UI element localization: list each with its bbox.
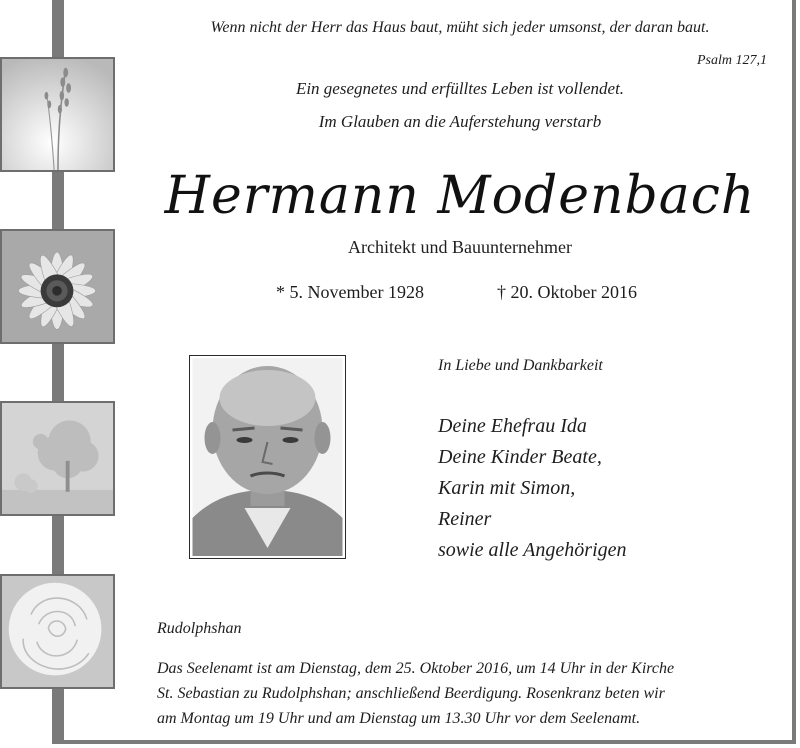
mourner-line: Karin mit Simon,: [438, 477, 576, 499]
mourner-line: Reiner: [438, 508, 492, 530]
portrait-photo: [189, 355, 346, 559]
mourners-intro: In Liebe und Dankbarkeit: [438, 357, 603, 374]
rose-photo: [0, 574, 115, 689]
grass-photo: [0, 57, 115, 172]
notice-line: Das Seelenamt ist am Dienstag, dem 25. Oktober 2016, um 14 Uhr in der Kirche: [157, 660, 675, 677]
mourner-line: sowie alle Angehörigen: [438, 539, 627, 561]
deceased-name: Hermann Modenbach: [164, 166, 756, 226]
service-notice: [157, 656, 787, 731]
intro-line-1: Ein gesegnetes und erfülltes Leben ist vollendet.: [295, 79, 625, 98]
mourners-list: [438, 411, 627, 566]
verse-reference: Psalm 127,1: [697, 53, 767, 68]
mourner-line: Deine Ehefrau Ida: [438, 415, 587, 437]
tree-photo: [0, 401, 115, 516]
bible-verse: Wenn nicht der Herr das Haus baut, müht sich jeder umsonst, der daran baut.: [210, 19, 710, 36]
notice-line: St. Sebastian zu Rudolphshan; anschließend Beerdigung. Rosenkranz beten wir: [157, 685, 665, 702]
mourner-line: Deine Kinder Beate,: [438, 446, 602, 468]
place-name: Rudolphshan: [157, 620, 242, 637]
intro-line-2: Im Glauben an die Auferstehung verstarb: [318, 112, 602, 131]
notice-line: am Montag um 19 Uhr und am Dienstag um 13.30 Uhr vor dem Seelenamt.: [157, 710, 641, 727]
profession: Architekt und Bauunternehmer: [348, 237, 572, 257]
birth-date: * 5. November 1928: [276, 282, 424, 302]
death-date: † 20. Oktober 2016: [497, 282, 637, 302]
flower-photo: [0, 229, 115, 344]
